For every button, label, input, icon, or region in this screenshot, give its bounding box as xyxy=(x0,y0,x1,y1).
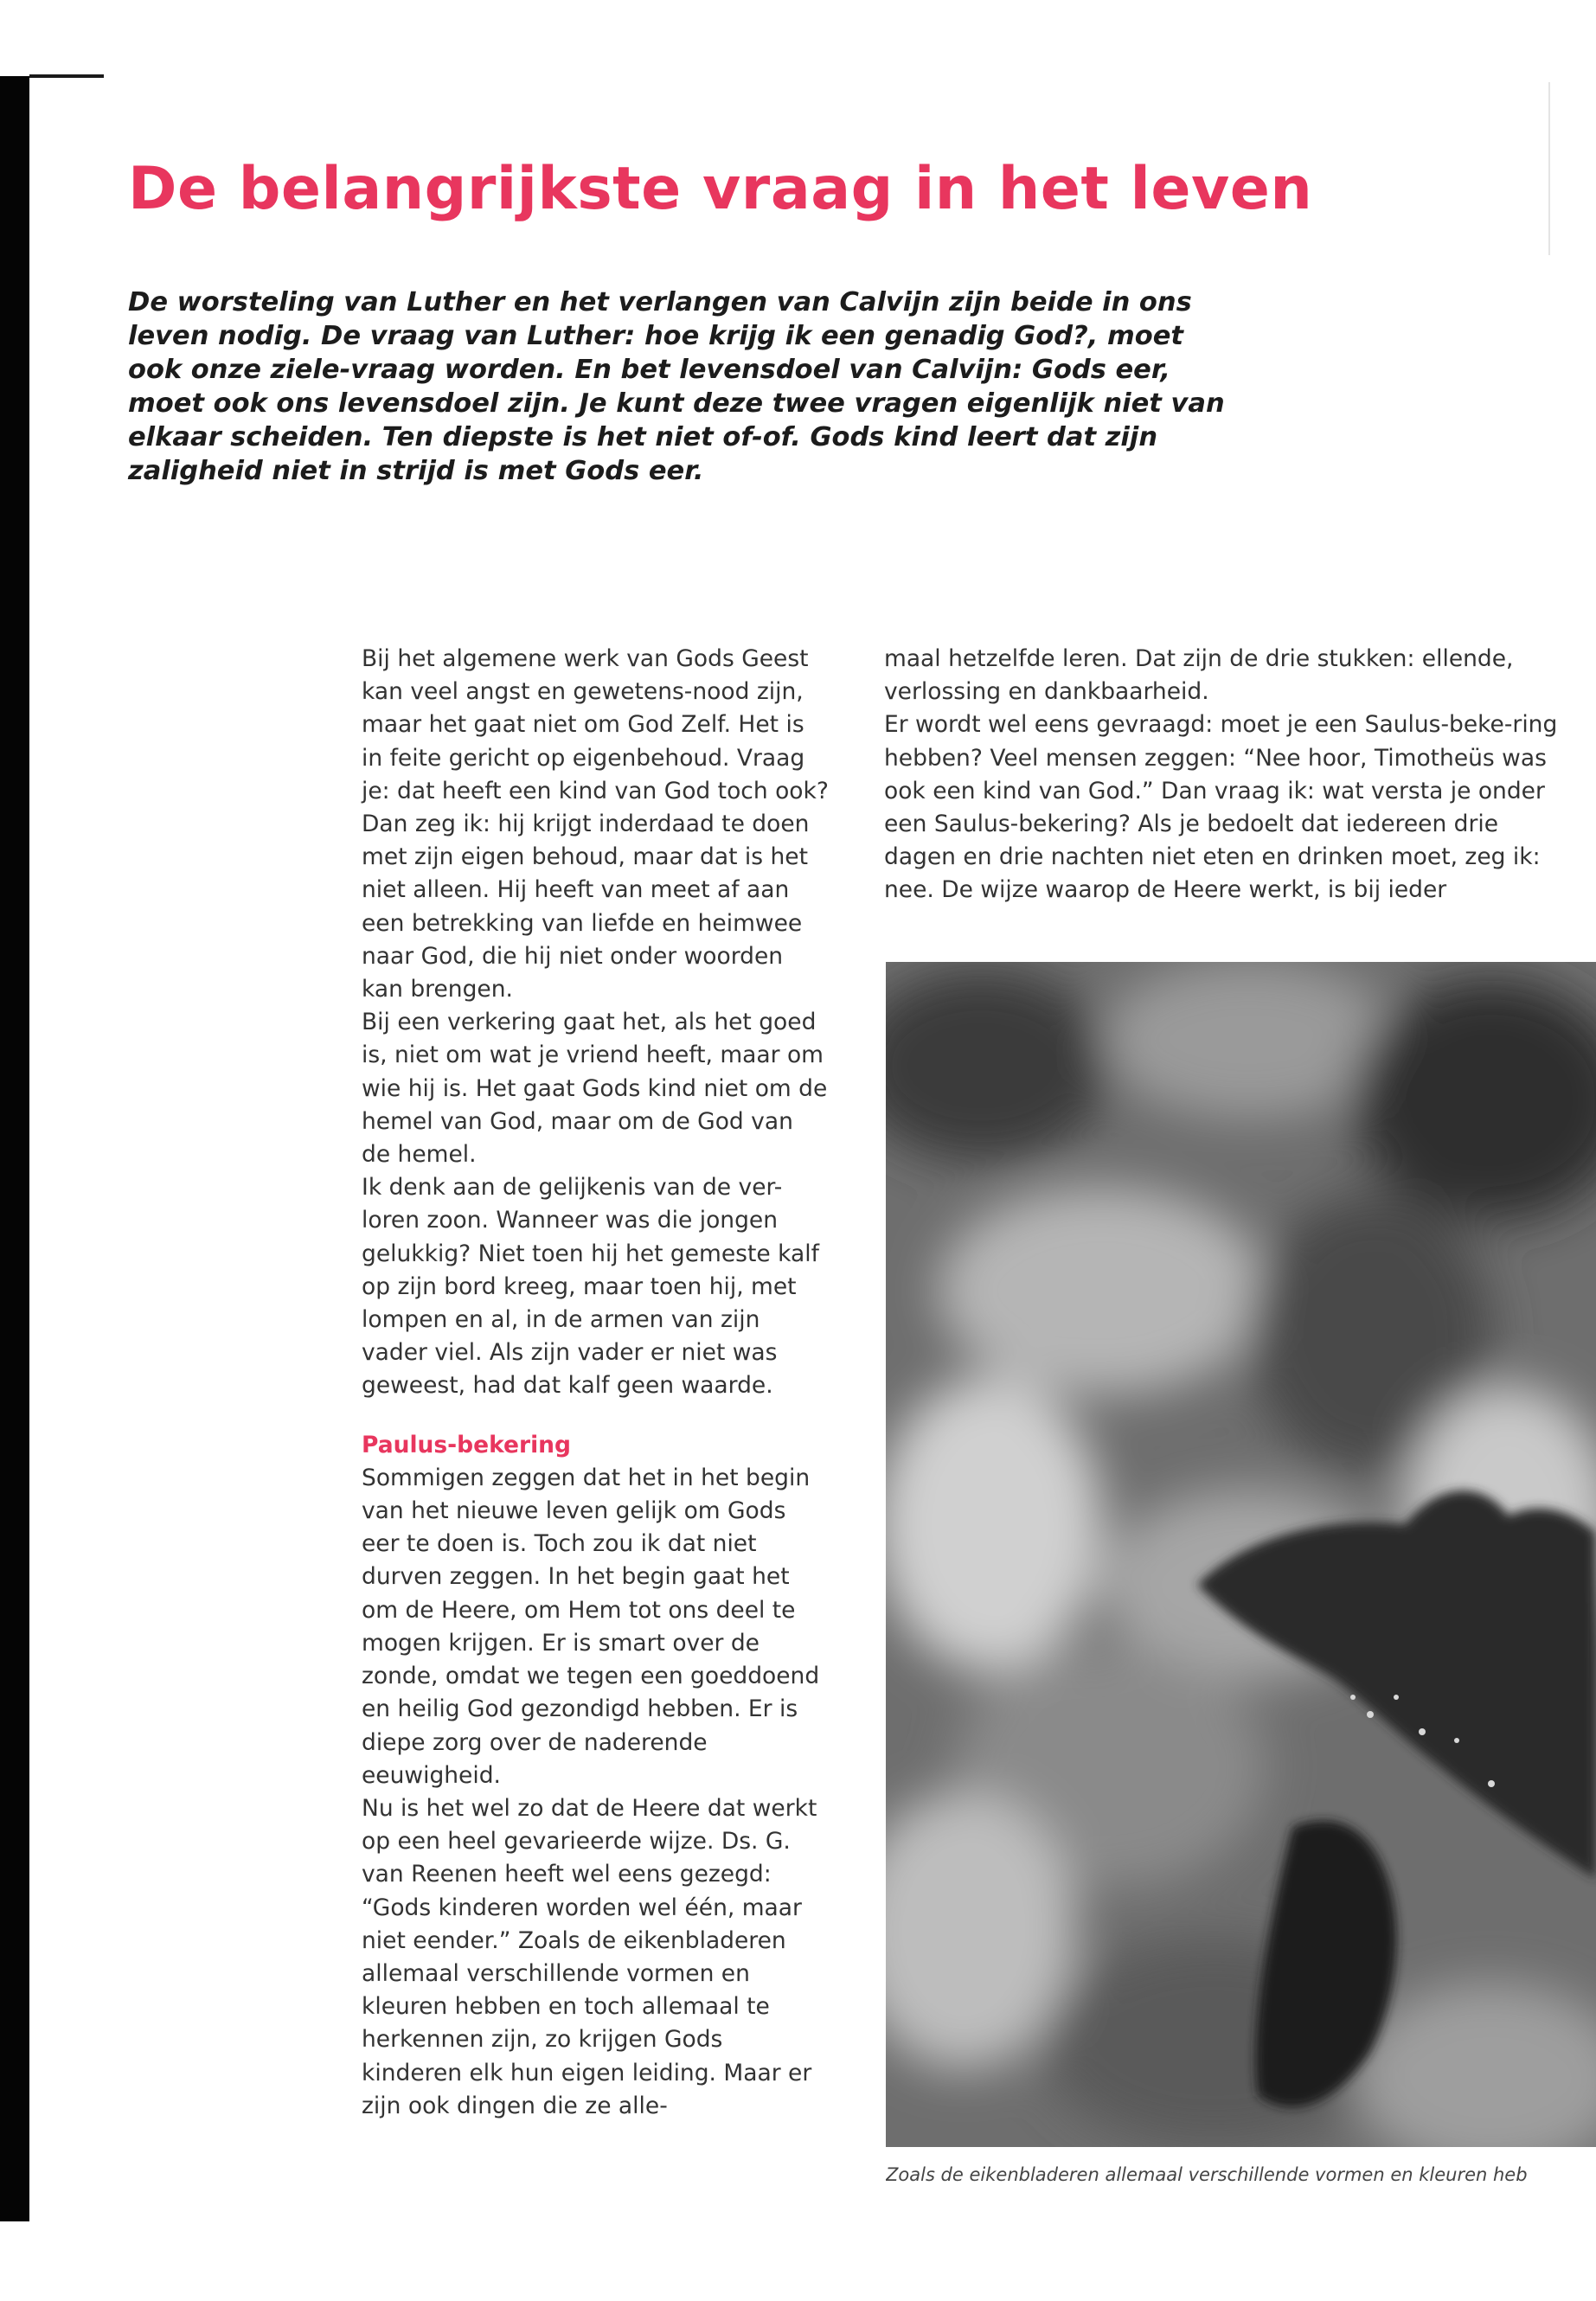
left-paragraph-3: Ik denk aan de gelijkenis van de ver-loren zoon. Wanneer was die jongen gelukkig? Niet toen hij het gemeste kalf op zijn bord kreeg, maar toen hij, met lompen en al, in de armen van zijn vader viel. Als zijn vader er niet was geweest, had dat kalf geen waarde. xyxy=(362,1174,819,1400)
right-column xyxy=(884,643,1559,907)
left-paragraph-4: Sommigen zeggen dat het in het begin van het nieuwe leven gelijk om Gods eer te doen is. Toch zou ik dat niet durven zeggen. In het begin gaat het om de Heere, om Hem tot ons deel te mogen krijgen. Er is smart over de zonde, omdat we tegen een goeddoend en heilig God gezondigd hebben. Er is diepe zorg over de naderende eeuwigheid. xyxy=(362,1464,820,1789)
oak-leaves-photo xyxy=(886,962,1596,2147)
right-paragraph-1: maal hetzelfde leren. Dat zijn de drie stukken: ellende, verlossing en dankbaarheid. xyxy=(884,645,1514,706)
page-edge-bar xyxy=(0,76,29,2221)
section-subheading: Paulus-bekering xyxy=(362,1431,571,1458)
left-paragraph-1: Bij het algemene werk van Gods Geest kan veel angst en gewetens-nood zijn, maar het gaat niet om God Zelf. Het is in feite gericht op eigenbehoud. Vraag je: dat heeft een kind van God toch ook? Dan zeg ik: hij krijgt inderdaad te doen met zijn eigen behoud, maar dat is het niet alleen. Hij heeft van meet af aan een betrekking van liefde en heimwee naar God, die hij niet onder woorden kan brengen. xyxy=(362,645,829,1003)
left-paragraph-5: Nu is het wel zo dat de Heere dat werkt op een heel gevarieerde wijze. Ds. G. van Reenen heeft wel eens gezegd: “Gods kinderen worden wel één, maar niet eender.” Zoals de eikenbladeren allemaal verschillende vormen en kleuren hebben en toch allemaal te herkennen zijn, zo krijgen Gods kinderen elk hun eigen leiding. Maar er zijn ook dingen die ze alle- xyxy=(362,1794,817,2119)
oak-leaves-illustration xyxy=(886,962,1596,2147)
article-intro: De worsteling van Luther en het verlangen van Calvijn zijn beide in ons leven nodig. De vraag van Luther: hoe krijg ik een genadig God?, moet ook onze ziele-vraag worden. En bet levensdoel van Calvijn: Gods eer, moet ook ons levensdoel zijn. Je kunt deze twee vragen eigenlijk niet van elkaar scheiden. Ten diepste is het niet of-of. Gods kind leert dat zijn zaligheid niet in strijd is met Gods eer. xyxy=(128,287,1225,486)
page-edge-cap xyxy=(29,74,104,78)
left-paragraph-2: Bij een verkering gaat het, als het goed is, niet om wat je vriend heeft, maar om wie hij is. Het gaat Gods kind niet om de hemel van God, maar om de God van de hemel. xyxy=(362,1009,828,1169)
photo-caption: Zoals de eikenbladeren allemaal verschillende vormen en kleuren heb xyxy=(886,2164,1528,2185)
article-title: De belangrijkste vraag in het leven xyxy=(128,155,1313,223)
left-column xyxy=(362,643,829,2123)
right-paragraph-2: Er wordt wel eens gevraagd: moet je een Saulus-beke-ring hebben? Veel mensen zeggen: “Nee hoor, Timotheüs was ook een kind van God.” Dan vraag ik: wat versta je onder een Saulus-bekering? Als je bedoelt dat iedereen drie dagen en drie nachten niet eten en drinken moet, zeg ik: nee. De wijze waarop de Heere werkt, is bij ieder xyxy=(884,711,1558,904)
